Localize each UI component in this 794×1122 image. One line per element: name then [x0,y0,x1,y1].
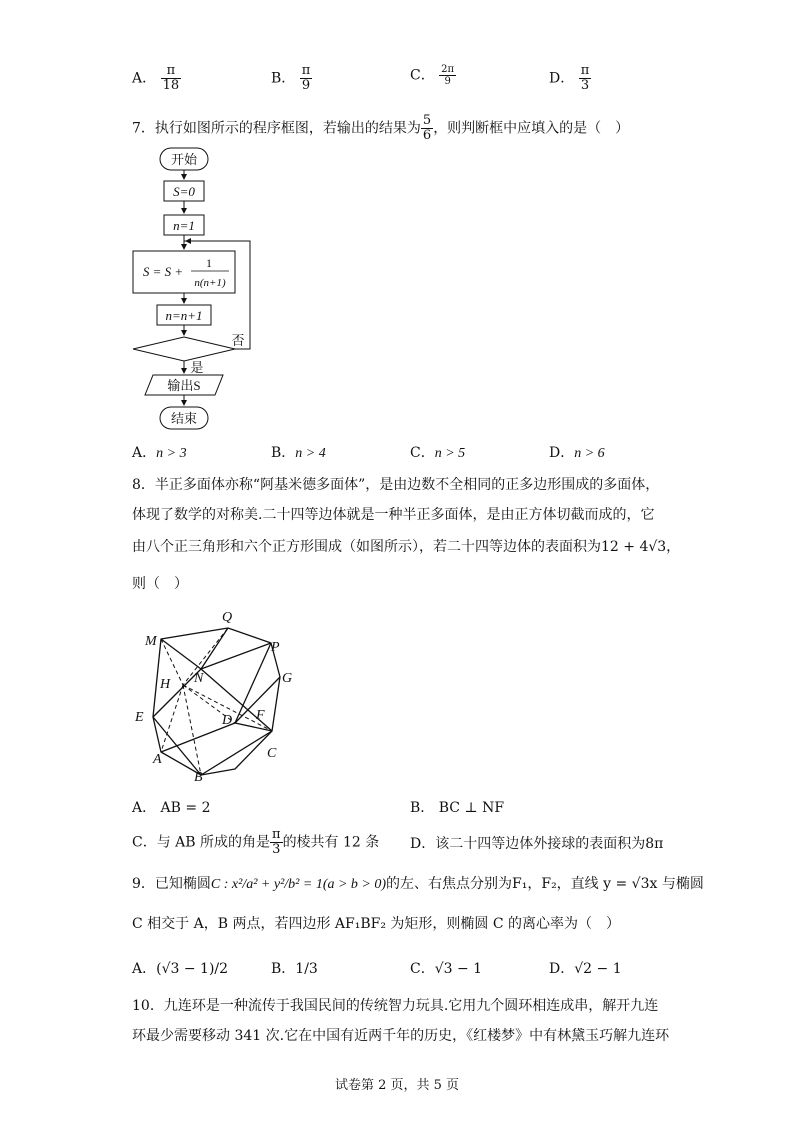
sum-left-label: S = S + [142,264,184,279]
q6-option-b: B． $\frac{\pi}{9}$ [271,63,311,93]
ellipse-equation: C : x²/a² + y²/b² = 1(a > b > 0) [210,877,387,892]
q9-option-a: A．(√3 − 1)/2 [132,961,229,977]
fraction: $\frac{2\pi}{9}$ [441,64,455,87]
q8-line-3: 由八个正三角形和六个正方形围成（如图所示），若二十四等边体的表面积为12 + 4√3， [132,539,681,555]
q7-option-a: A．n > 3 [132,445,187,461]
page-footer: 试卷第 2 页，共 5 页 [334,1078,460,1093]
fraction: $\frac{\pi}{18}$ [162,63,180,93]
yes-label: 是 [190,360,204,375]
label-c: C [267,746,277,761]
start-label: 开始 [170,152,198,167]
fraction: $\frac{\pi}{9}$ [301,63,311,93]
q8-option-b: B． BC ⊥ NF [410,800,505,816]
q6-option-d: D． $\frac{\pi}{3}$ [549,63,590,93]
label-a: A [153,752,162,767]
q9-option-c: C．√3 − 1 [410,961,483,977]
fraction: $\frac{\pi}{3}$ [580,63,590,93]
q8-line-2: 体现了数学的对称美.二十四等边体就是一种半正多面体，是由正方体切截而成的，它 [132,507,655,523]
label-n: N [194,671,204,686]
q8-line-1: 8．半正多面体亦称“阿基米德多面体”，是由边数不全相同的正多边形围成的多面体， [132,477,660,493]
q9-option-b: B．1/3 [271,961,318,977]
fraction: $\frac{\pi}{3}$ [272,827,281,857]
label-p: P [271,640,280,655]
q8-option-c: C．与 AB 所成的角是 $\frac{\pi}{3}$ 的棱共有 12 条 [132,827,380,857]
q7-option-c: C．n > 5 [410,445,466,461]
q8-option-a: A． AB = 2 [132,800,211,816]
no-label: 否 [231,333,245,348]
q7-option-d: D．n > 6 [549,445,605,461]
init-n-label: n=1 [173,218,195,233]
label-f: F [256,708,265,723]
q9-line-1: 9．已知椭圆C : x²/a² + y²/b² = 1(a > b > 0)的左、右焦点分别为F₁，F₂，直线 y = √3x 与椭圆 [132,876,704,892]
q8-option-d: D．该二十四等边体外接球的表面积为8π [410,836,664,852]
label-h: H [160,677,171,692]
end-label: 结束 [170,411,198,426]
decision-node [133,337,235,361]
polyhedron-figure [125,605,305,785]
q7-option-b: B．n > 4 [271,445,326,461]
q9-option-d: D．√2 − 1 [549,961,622,977]
q9-line-2: C 相交于 A，B 两点，若四边形 AF₁BF₂ 为矩形，则椭圆 C 的离心率为（ ） [132,916,621,932]
output-label: 输出S [167,378,201,393]
label-e: E [135,710,144,725]
fraction: $\frac{5}{6}$ [422,113,432,143]
label-q: Q [222,610,233,625]
increment-label: n=n+1 [165,308,203,323]
q7-stem: 7．执行如图所示的程序框图，若输出的结果为 $\frac{5}{6}$ ，则判断框中应填入的是（ ） [132,113,630,143]
q10-line-1: 10．九连环是一种流传于我国民间的传统智力玩具.它用九个圆环相连成串，解开九连 [132,998,659,1014]
label-b: B [194,770,203,785]
q10-line-2: 环最少需要移动 341 次.它在中国有近两千年的历史，《红楼梦》中有林黛玉巧解九连环 [132,1028,670,1044]
q6-option-a: A． $\frac{\pi}{18}$ [132,63,180,93]
sum-denominator: n(n+1) [194,277,226,289]
init-s-label: S=0 [173,184,195,199]
label-m: M [145,634,157,649]
q6-option-c: C． $\frac{2\pi}{9}$ [410,64,455,87]
sum-numerator: 1 [206,256,212,270]
flowchart [125,143,265,433]
label-d: D [222,713,233,728]
q8-line-4: 则（ ） [132,576,188,592]
label-g: G [282,671,293,686]
